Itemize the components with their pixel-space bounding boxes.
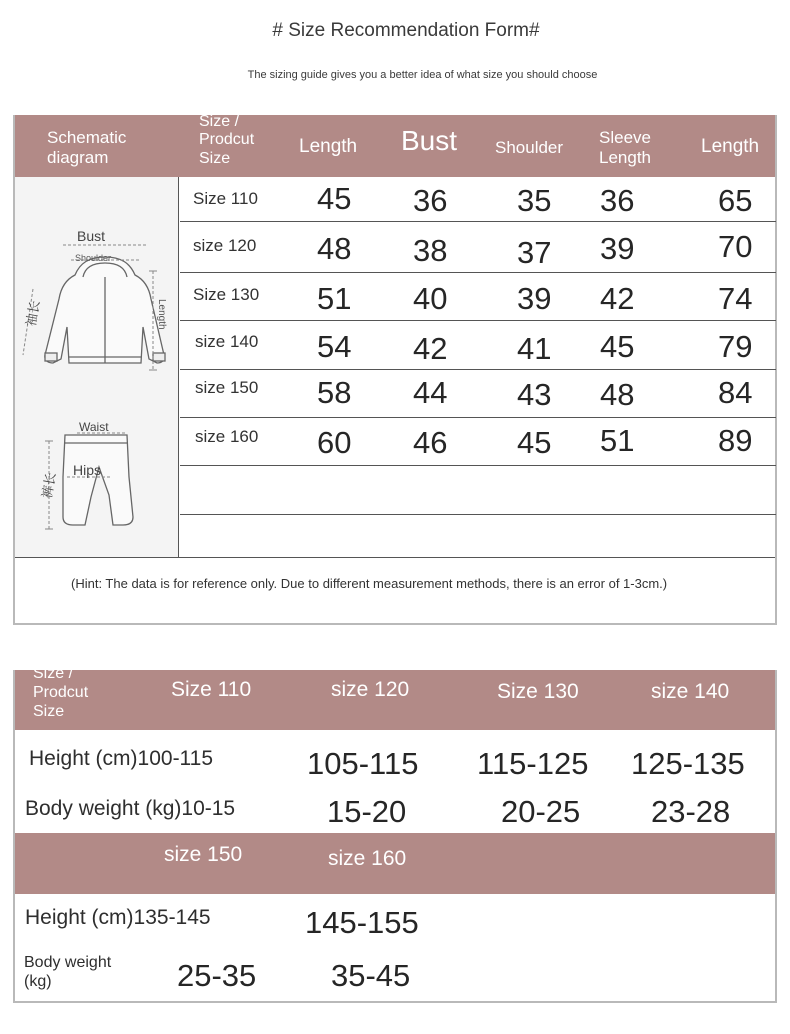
jacket-icon <box>45 257 165 363</box>
size-header-cell: size 150 <box>164 843 243 866</box>
length-cell: 60 <box>317 425 352 460</box>
row-divider <box>180 272 776 273</box>
height-value: 105-115 <box>307 746 419 781</box>
sleeve-cell: 45 <box>600 329 635 364</box>
col-sleeve-length: Sleeve Length <box>599 128 651 167</box>
length2-cell: 70 <box>718 229 753 264</box>
size-chart-table <box>13 115 777 625</box>
col-shoulder: Shoulder <box>495 138 564 157</box>
shoulder-cell: 41 <box>517 331 552 366</box>
jacket-pants-diagram <box>15 177 179 557</box>
length2-cell: 65 <box>718 183 753 218</box>
weight-value: 10-15 <box>181 797 236 820</box>
size-cell: size 120 <box>193 236 257 255</box>
size-header-cell: size 140 <box>651 680 730 703</box>
schematic-diagram <box>15 177 179 557</box>
col-schematic-diagram: Schematic diagram <box>47 128 127 167</box>
size-cell: Size 110 <box>193 189 258 208</box>
hips-label: Hips <box>73 462 102 478</box>
shoulder-cell: 35 <box>517 183 552 218</box>
size-cell: size 160 <box>195 427 259 446</box>
row-divider <box>180 514 776 515</box>
bust-cell: 38 <box>413 233 448 268</box>
waist-label: Waist <box>79 420 109 434</box>
size-header-band-a <box>15 665 775 730</box>
size-header-cell: size 160 <box>328 847 407 870</box>
row-divider <box>180 417 776 418</box>
size-header-cell: size 120 <box>331 678 410 701</box>
col-length: Length <box>299 136 358 157</box>
row-divider <box>180 369 776 370</box>
height-value: 135-145 <box>133 906 211 929</box>
bust-cell: 46 <box>413 425 448 460</box>
sleeve-cell: 51 <box>600 423 635 458</box>
length2-cell: 74 <box>718 281 753 316</box>
col-product-size: Size / Prodcut Size <box>199 113 255 167</box>
length-cell: 48 <box>317 231 352 266</box>
height-label: Height (cm) <box>29 747 138 770</box>
height-value: 145-155 <box>305 905 419 940</box>
length-cell: 58 <box>317 375 352 410</box>
weight-value: 35-45 <box>331 958 411 993</box>
shoulder-cell: 43 <box>517 377 552 412</box>
shoulder-cell: 37 <box>517 235 552 270</box>
shoulder-cell: 39 <box>517 281 552 316</box>
length-cell: 45 <box>317 181 352 216</box>
sleeve-cell: 39 <box>600 231 635 266</box>
col-product-size: Size / Prodcut Size <box>33 665 89 721</box>
size-header-cell: Size 130 <box>497 680 579 703</box>
weight-value: 15-20 <box>327 794 407 829</box>
size-header-cell: Size 110 <box>171 678 252 701</box>
weight-value: 20-25 <box>501 794 581 829</box>
height-value: 100-115 <box>137 747 214 770</box>
bust-cell: 40 <box>413 281 448 316</box>
weight-value: 25-35 <box>177 958 257 993</box>
bust-label: Bust <box>77 228 106 244</box>
size-cell: Size 130 <box>193 285 260 304</box>
sleeve-cell: 36 <box>600 183 635 218</box>
pants-icon <box>63 435 133 525</box>
length2-cell: 79 <box>718 329 753 364</box>
page-title: # Size Recommendation Form# <box>272 20 540 41</box>
bust-cell: 36 <box>413 183 448 218</box>
height-value: 115-125 <box>477 746 589 781</box>
col-bust: Bust <box>401 125 458 156</box>
bust-cell: 44 <box>413 375 448 410</box>
shoulder-cell: 45 <box>517 425 552 460</box>
weight-value: 23-28 <box>651 794 731 829</box>
sleeve-cell: 48 <box>600 377 635 412</box>
length-cell: 51 <box>317 281 352 316</box>
height-label: Height (cm) <box>25 906 134 929</box>
sleeve-label: 袖长 <box>24 299 44 328</box>
pants-length-label: 裤长 <box>40 471 60 500</box>
row-divider <box>180 320 776 321</box>
page-subtitle: The sizing guide gives you a better idea of what size you should choose <box>247 69 598 81</box>
height-weight-table <box>13 665 777 1003</box>
height-value: 125-135 <box>631 746 745 781</box>
size-cell: size 140 <box>195 332 259 351</box>
weight-label: Body weight (kg) <box>24 954 112 991</box>
size-cell: size 150 <box>195 378 259 397</box>
row-divider <box>180 221 776 222</box>
length2-cell: 89 <box>718 423 753 458</box>
length2-cell: 84 <box>718 375 753 410</box>
size-header-band-b <box>15 833 775 894</box>
bust-cell: 42 <box>413 331 448 366</box>
row-divider <box>180 465 776 466</box>
length-cell: 54 <box>317 329 352 364</box>
shoulder-label: Shoulder <box>75 253 112 263</box>
length-label: Length <box>156 299 167 330</box>
size-chart-header <box>15 115 775 177</box>
sleeve-cell: 42 <box>600 281 635 316</box>
col-length-2: Length <box>701 136 760 157</box>
measurement-hint: (Hint: The data is for reference only. Due to different measurement methods, there is an error of 1-3cm.) <box>71 576 668 591</box>
table-bottom-divider <box>15 557 775 558</box>
weight-label: Body weight (kg) <box>25 797 182 820</box>
